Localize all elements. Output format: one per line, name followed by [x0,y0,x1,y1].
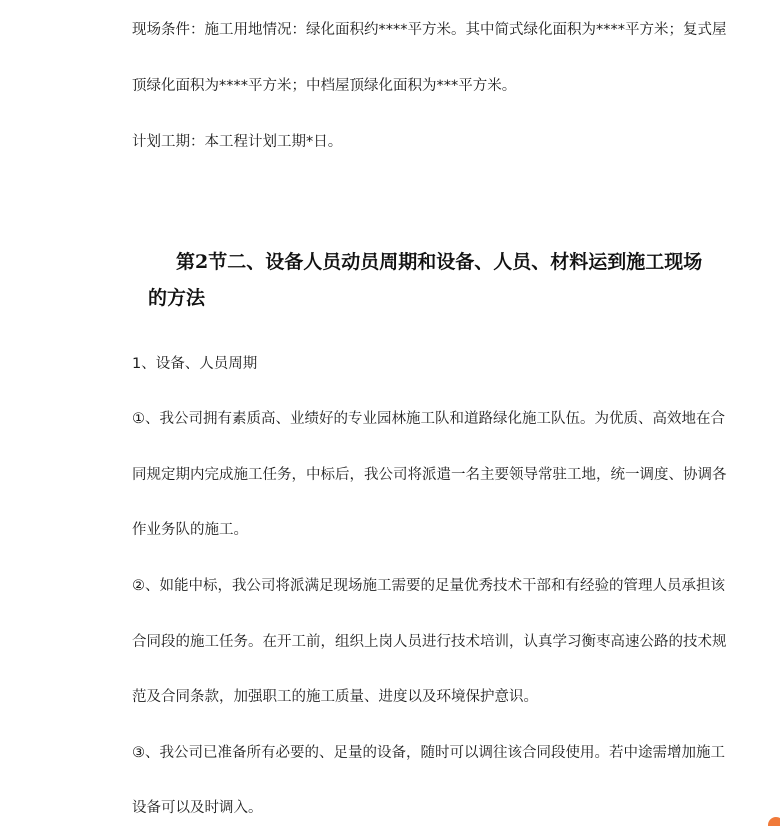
site-conditions-line-1: 现场条件：施工用地情况：绿化面积约****平方米。其中简式绿化面积为****平方米；复式屋 [132,22,727,38]
section-title-line-2: 的方法 [148,287,206,309]
item-2-line-1: ②、如能中标，我公司将派满足现场施工需要的足量优秀技术干部和有经验的管理人员承担该 [132,578,725,594]
site-conditions-line-2: 顶绿化面积为****平方米；中档屋顶绿化面积为***平方米。 [132,78,517,94]
item-1-line-3: 作业务队的施工。 [132,522,248,538]
schedule-line: 计划工期：本工程计划工期*日。 [132,134,343,150]
subsection-title: 1、设备、人员周期 [132,356,258,372]
corner-logo-icon [766,814,780,826]
item-1-line-1: ①、我公司拥有素质高、业绩好的专业园林施工队和道路绿化施工队伍。为优质、高效地在合 [132,411,725,427]
item-2-line-3: 范及合同条款，加强职工的施工质量、进度以及环境保护意识。 [132,689,538,705]
item-3-line-2: 设备可以及时调入。 [132,800,263,816]
section-title-line-1: 第2节二、设备人员动员周期和设备、人员、材料运到施工现场 [176,251,703,273]
item-2-line-2: 合同段的施工任务。在开工前，组织上岗人员进行技术培训，认真学习衡枣高速公路的技术规 [132,634,727,650]
item-3-line-1: ③、我公司已准备所有必要的、足量的设备，随时可以调往该合同段使用。若中途需增加施工 [132,745,725,761]
item-1-line-2: 同规定期内完成施工任务，中标后，我公司将派遣一名主要领导常驻工地，统一调度、协调各 [132,467,727,483]
